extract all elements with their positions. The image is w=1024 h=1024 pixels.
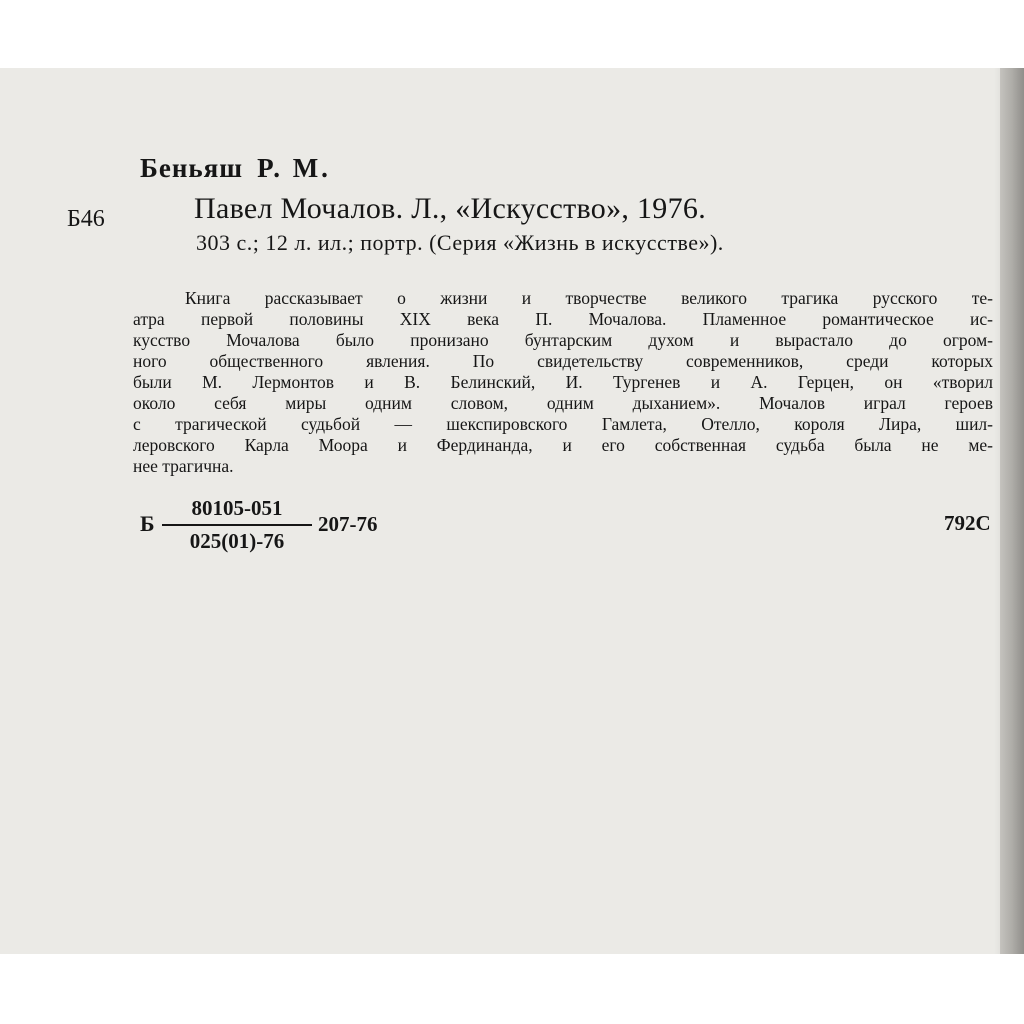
- annotation-line: Книга рассказывает о жизни и творчестве великого трагика русского те-: [185, 288, 993, 308]
- imprint-line: 303 с.; 12 л. ил.; портр. (Серия «Жизнь в искусстве»).: [196, 230, 724, 255]
- annotation-line: атра первой половины XIX века П. Мочалова. Пламенное романтическое ис-: [133, 309, 993, 329]
- order-number: 207-76: [318, 512, 378, 536]
- author-heading: [140, 153, 331, 184]
- annotation-line: леровского Карла Моора и Фердинанда, и его собственная судьба была не ме-: [133, 435, 993, 455]
- page-edge-shadow: [994, 68, 1024, 954]
- annotation-paragraph: [133, 288, 993, 477]
- card-photo: [0, 68, 1024, 954]
- author-initials: Р. М.: [257, 153, 331, 183]
- annotation-line: ного общественного явления. По свидетельству современников, среди которых: [133, 351, 993, 371]
- code-numerator: 80105-051: [191, 496, 283, 520]
- catalog-card-page: [0, 68, 1000, 954]
- annotation-line: кусство Мочалова было пронизано бунтарским духом и вырастало до огром-: [133, 330, 993, 350]
- annotation-line: около себя миры одним словом, одним дыханием». Мочалов играл героев: [133, 393, 993, 413]
- code-fraction: [162, 496, 312, 554]
- classification-code: 792С: [944, 511, 991, 535]
- code-letter: Б: [140, 511, 155, 536]
- annotation-line: были М. Лермонтов и В. Белинский, И. Тургенев и А. Герцен, он «творил: [133, 372, 993, 392]
- code-denominator: 025(01)-76: [189, 529, 285, 553]
- author-surname: Беньяш: [140, 153, 244, 183]
- annotation-line: нее трагична.: [133, 456, 234, 476]
- classification-mark: Б46: [67, 206, 105, 232]
- title-line: Павел Мочалов. Л., «Искусство», 1976.: [194, 192, 706, 225]
- annotation-line: с трагической судьбой — шекспировского Гамлета, Отелло, короля Лира, шил-: [133, 414, 993, 434]
